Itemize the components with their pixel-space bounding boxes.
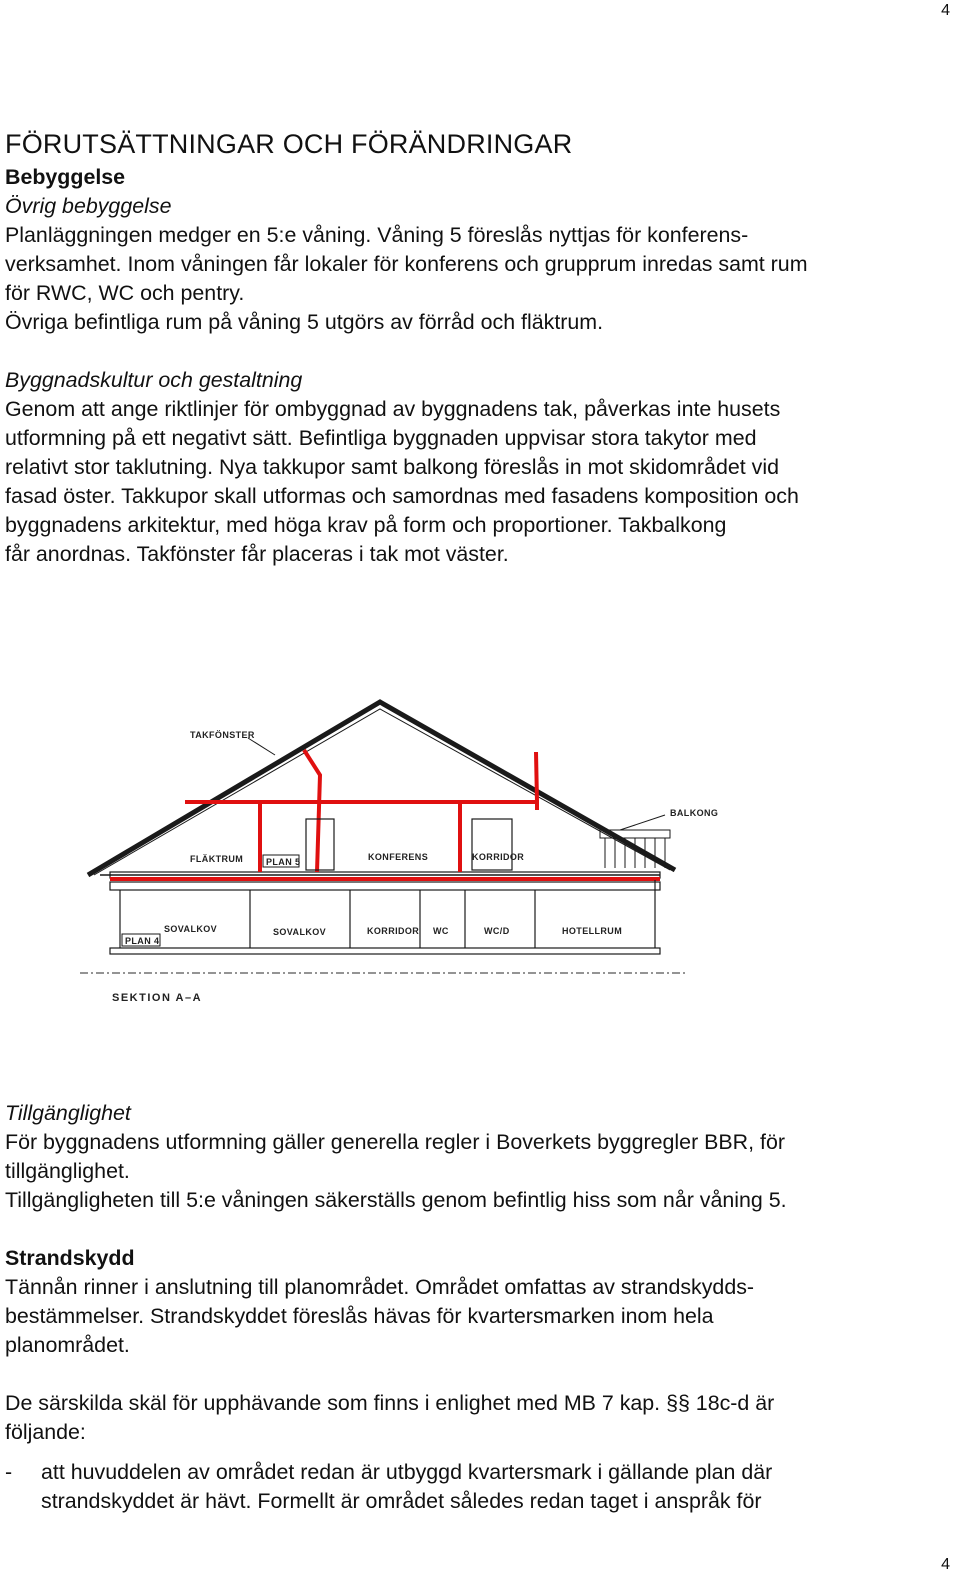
paragraph-line: för RWC, WC och pentry. [5,281,245,305]
paragraph-line: Övriga befintliga rum på våning 5 utgörs av förråd och fläktrum. [5,310,604,334]
paragraph-line: verksamhet. Inom våningen får lokaler för konferens och grupprum inredas samt rum [5,252,808,276]
plan4-structure [110,880,660,954]
list-item [5,1458,950,1516]
paragraph-line: De särskilda skäl för upphävande som finns i enlighet med MB 7 kap. §§ 18c-d är [5,1391,775,1415]
takfonster-leader [248,738,275,755]
label-konferens: KONFERENS [368,852,429,862]
label-korridor-upper: KORRIDOR [472,852,525,862]
paragraph-line: utformning på ett negativt sätt. Befintliga byggnaden uppvisar stora takytor med [5,426,757,450]
door-korridor [472,819,512,870]
paragraph-line: bestämmelser. Strandskyddet föreslås hävas för kvartersmarken inom hela [5,1304,714,1328]
paragraph-line: får anordnas. Takfönster får placeras i tak mot väster. [5,542,509,566]
label-plan5: PLAN 5 [266,857,301,867]
label-takfonster: TAKFÖNSTER [190,730,255,740]
label-balkong: BALKONG [670,808,719,818]
subheading-bebyggelse: Bebyggelse [5,165,126,189]
label-plan4: PLAN 4 [125,936,160,946]
paragraph-line: fasad öster. Takkupor skall utformas och samordnas med fasadens komposition och [5,484,799,508]
label-sovalkov-1: SOVALKOV [164,924,218,934]
label-sovalkov-2: SOVALKOV [273,927,327,937]
paragraph-line: Tännån rinner i anslutning till planområdet. Området omfattas av strandskydds- [5,1275,755,1299]
section-tillganglighet [5,1099,950,1516]
subheading-tillganglighet: Tillgänglighet [5,1101,131,1125]
label-wc: WC [433,926,449,936]
section-bebyggelse [5,128,950,569]
section-drawing [80,690,719,1010]
paragraph-line: Planläggningen medger en 5:e våning. Våning 5 föreslås nyttjas för konferens- [5,223,749,247]
label-wcd: WC/D [484,926,510,936]
list-item-line: strandskyddet är hävt. Formellt är området således redan taget i anspråk för [41,1489,762,1513]
paragraph-line: relativt stor taklutning. Nya takkupor samt balkong föreslås in mot skidområdet vid [5,455,779,479]
paragraph-line: tillgänglighet. [5,1159,130,1183]
paragraph-line: Genom att ange riktlinjer för ombyggnad av byggnadens tak, påverkas inte husets [5,397,781,421]
roof-outline [88,702,675,875]
label-korridor-lower: KORRIDOR [367,926,420,936]
paragraph-line: Tillgängligheten till 5:e våningen säkerställs genom befintlig hiss som når våning 5. [5,1188,787,1212]
subheading-ovrig-bebyggelse: Övrig bebyggelse [5,194,172,218]
list-dash: - [5,1460,13,1484]
page-number-top: 4 [941,2,950,19]
subheading-byggnadskultur: Byggnadskultur och gestaltning [5,368,303,392]
paragraph-line: För byggnadens utformning gäller generella regler i Boverkets byggregler BBR, för [5,1130,785,1154]
paragraph-line: planområdet. [5,1333,130,1357]
label-flaktrum: FLÄKTRUM [190,854,244,864]
roof-inner-line [94,709,670,875]
paragraph-line: följande: [5,1420,86,1444]
list-item-line: att huvuddelen av området redan är utbyggd kvartersmark i gällande plan där [41,1460,773,1484]
page-title: FÖRUTSÄTTNINGAR OCH FÖRÄNDRINGAR [5,129,573,159]
balkong-leader [620,815,665,830]
drawing-caption: SEKTION A–A [112,992,203,1004]
page-number-bottom: 4 [941,1556,950,1573]
label-hotellrum: HOTELLRUM [562,926,623,936]
subheading-strandskydd: Strandskydd [5,1246,135,1270]
paragraph-line: byggnadens arkitektur, med höga krav på form och proportioner. Takbalkong [5,513,727,537]
